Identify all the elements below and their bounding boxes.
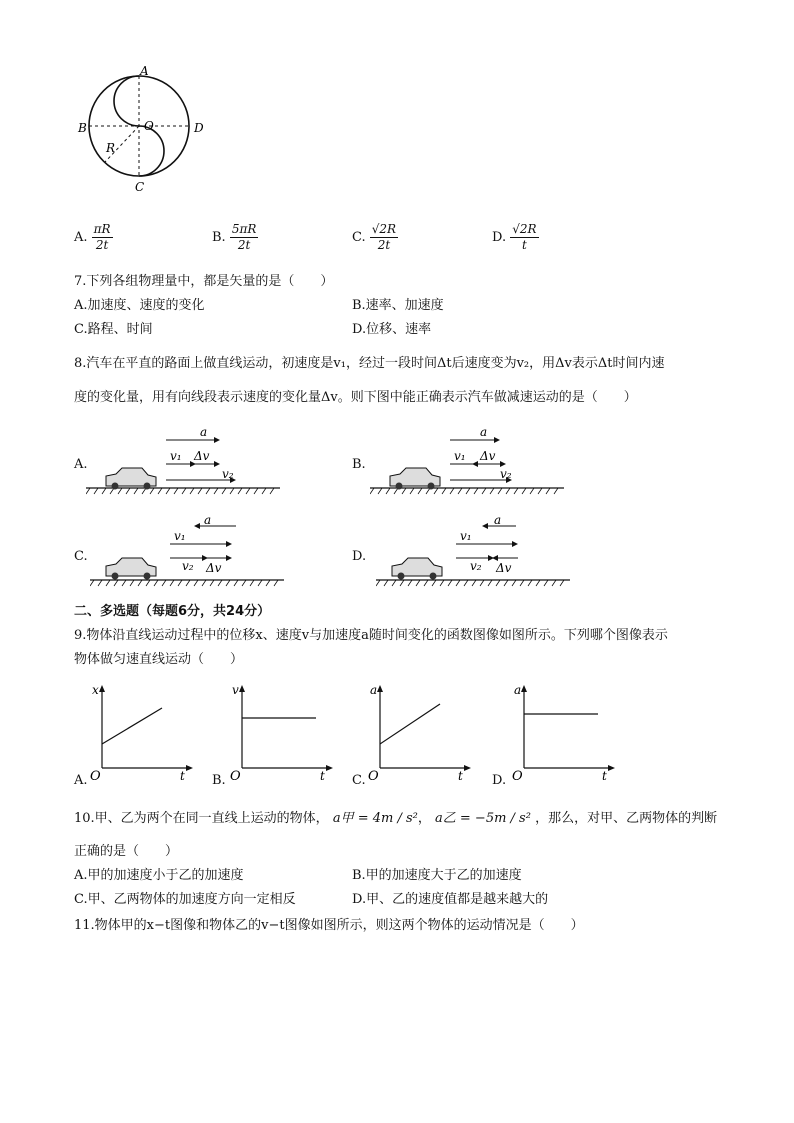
dv-label: Δv [206,561,222,575]
q10-equation-2: a乙 = −5m / s² [435,811,531,826]
q9-graph-letter-b: B. [212,773,226,788]
q9-graph-b [228,682,338,782]
fraction [92,222,113,253]
q10-stem-line2: 正确的是（ ） [74,844,179,859]
y-axis-label: a [370,683,378,697]
q9-stem-line1: 9.物体沿直线运动过程中的位移x、速度v与加速度a随时间变化的函数图像如图所示。下列哪个图像表示 [74,628,668,643]
q10-option-a: A.甲的加速度小于乙的加速度 [74,868,244,883]
accel-label: a [494,513,502,527]
point-b-label: B [78,121,87,135]
y-axis-label: a [514,683,522,697]
dv-label: Δv [480,449,496,463]
q8-label-b: B. [352,457,366,472]
denominator: 2t [377,238,391,252]
v2-label: v₂ [182,559,194,573]
q7-stem: 7.下列各组物理量中，都是矢量的是（ ） [74,274,334,289]
q10-equation-1: a甲 = 4m / s² [332,811,418,826]
fraction [230,222,259,253]
q10-option-d: D.甲、乙的速度值都是越来越大的 [352,892,549,907]
denominator: 2t [237,238,251,252]
v1-label: v₁ [460,529,472,543]
q7-option-b: B.速率、加速度 [352,298,444,313]
accel-label: a [200,425,208,439]
y-axis-label: v [232,683,239,697]
fraction [370,222,398,253]
v1-label: v₁ [174,529,186,543]
q6-option-a [74,222,113,253]
y-axis-label: x [92,683,99,697]
q9-graph-letter-c: C. [352,773,366,788]
x-axis-label: t [602,769,607,782]
numerator: √2R [371,222,397,236]
numerator: √2R [512,222,537,236]
q8-stem-line2: 度的变化量，用有向线段表示速度的变化量Δv。则下图中能正确表示汽车做减速运动的是（ ） [74,390,637,405]
q10-stem-pre: 10.甲、乙为两个在同一直线上运动的物体， [74,811,329,826]
v2-label: v₂ [470,559,482,573]
option-letter: B. [212,230,226,245]
point-c-label: C [135,180,145,194]
section-heading: 二、多选题（每题6分，共24分） [74,604,271,619]
q6-option-d [492,222,539,253]
car-icon [390,468,440,490]
q9-graph-letter-a: A. [74,773,88,788]
point-d-label: D [194,121,204,135]
q8-figure-d [376,512,572,588]
origin-label: O [90,769,101,782]
q10-option-c: C.甲、乙两物体的加速度方向一定相反 [74,892,296,907]
car-icon [106,468,156,490]
q8-label-c: C. [74,549,88,564]
q8-figure-a [86,420,282,496]
accel-label: a [204,513,212,527]
q10-option-b: B.甲的加速度大于乙的加速度 [352,868,522,883]
q7-option-c: C.路程、时间 [74,322,153,337]
origin-label: O [512,769,523,782]
accel-label: a [480,425,488,439]
origin-label: O [230,769,241,782]
v1-label: v₁ [170,449,182,463]
q9-stem-line2: 物体做匀速直线运动（ ） [74,652,244,667]
circle-figure [72,64,222,204]
v2-label: v₂ [500,467,512,481]
q10-stem-post: ，那么，对甲、乙两物体的判断 [535,811,718,826]
q9-graph-letter-d: D. [492,773,507,788]
radius-label: R [106,141,116,155]
fraction [510,222,538,253]
point-o-label: O [144,119,154,133]
v2-label: v₂ [222,467,234,481]
q9-graph-c [366,682,476,782]
q7-option-a: A.加速度、速度的变化 [74,298,205,313]
q9-graph-a [88,682,198,782]
q8-label-a: A. [74,457,88,472]
q10-stem-line1: 10.甲、乙为两个在同一直线上运动的物体， a甲 = 4m / s²， a乙 = −5m / s² ，那么，对甲、乙两物体的判断 [74,811,718,826]
q8-label-d: D. [352,549,367,564]
q7-option-d: D.位移、速率 [352,322,432,337]
q11-stem: 11.物体甲的x−t图像和物体乙的v−t图像如图所示，则这两个物体的运动情况是（ ） [74,918,584,933]
option-letter: C. [352,230,366,245]
q8-figure-b [370,420,566,496]
v1-label: v₁ [454,449,466,463]
q6-option-b [212,222,258,253]
option-letter: D. [492,230,507,245]
origin-label: O [368,769,379,782]
q8-figure-c [90,512,286,588]
q8-stem-line1: 8.汽车在平直的路面上做直线运动，初速度是v₁，经过一段时间Δt后速度变为v₂，用Δv表示Δt时间内速 [74,356,665,371]
q6-option-c [352,222,398,253]
car-icon [392,558,442,580]
denominator: t [521,238,527,252]
dv-label: Δv [496,561,512,575]
denominator: 2t [95,238,109,252]
x-axis-label: t [320,769,325,782]
option-letter: A. [74,230,88,245]
q9-graph-d [510,682,620,782]
numerator: πR [93,222,111,236]
point-a-label: A [140,64,149,78]
dv-label: Δv [194,449,210,463]
numerator: 5πR [231,222,257,236]
x-axis-label: t [458,769,463,782]
car-icon [106,558,156,580]
x-axis-label: t [180,769,185,782]
